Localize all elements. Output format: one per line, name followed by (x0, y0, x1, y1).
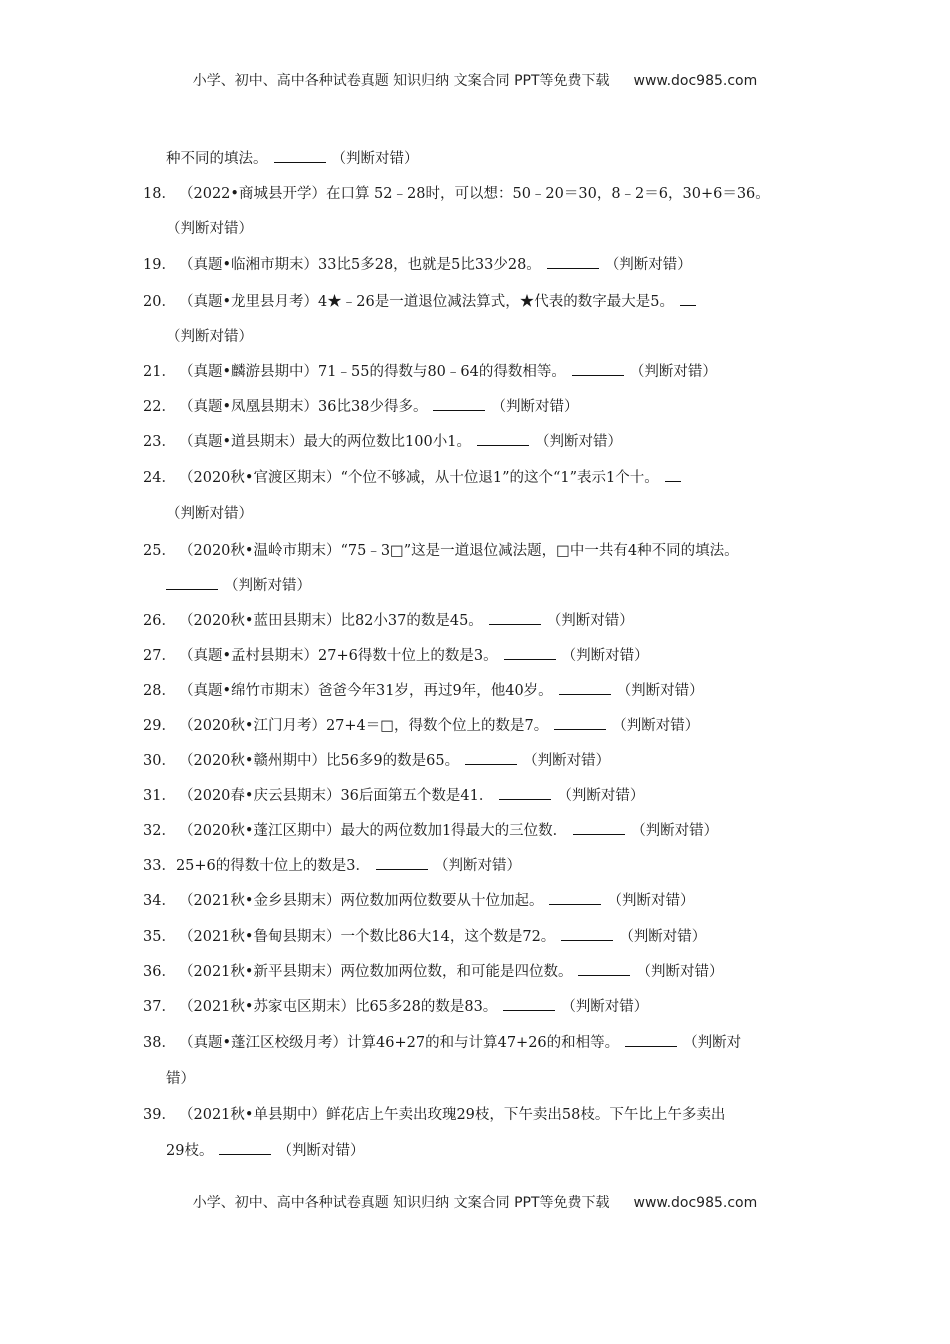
question-33: 33．25+6的得数十位上的数是3． （判断对错） (143, 854, 521, 875)
answer-blank[interactable] (219, 1140, 271, 1155)
question-22: 22． （真题•凤凰县期末）36比38少得多。 （判断对错） (143, 395, 578, 416)
question-35: 35． （2021秋•鲁甸县期末）一个数比86大14，这个数是72。 （判断对错） (143, 925, 706, 946)
answer-blank[interactable] (573, 820, 625, 835)
answer-blank[interactable] (680, 291, 696, 306)
question-39: 39． （2021秋•单县期中）鲜花店上午卖出玫瑰29枝，下午卖出58枝。下午比上午多卖出 (143, 1107, 726, 1123)
answer-blank[interactable] (503, 996, 555, 1011)
question-24-suffix: （判断对错） (166, 506, 253, 522)
answer-blank[interactable] (625, 1032, 677, 1047)
question-21: 21． （真题•麟游县期中）71﹣55的得数与80﹣64的得数相等。 （判断对错） (143, 360, 717, 381)
question-20: 20． （真题•龙里县月考）4★﹣26是一道退位减法算式，★代表的数字最大是5。 (143, 290, 702, 311)
answer-blank[interactable] (561, 926, 613, 941)
answer-blank[interactable] (572, 361, 624, 376)
question-25: 25． （2020秋•温岭市期末）“75﹣3□”这是一道退位减法题，□中一共有4种不同的填法。 (143, 543, 739, 559)
question-24: 24． （2020秋•官渡区期末）“个位不够减，从十位退1”的这个“1”表示1个十。 (143, 466, 687, 487)
question-30: 30． （2020秋•赣州期中）比56多9的数是65。 （判断对错） (143, 749, 610, 770)
question-19: 19． （真题•临湘市期末）33比5多28，也就是5比33少28。 （判断对错） (143, 253, 692, 274)
answer-blank[interactable] (433, 396, 485, 411)
question-32: 32． （2020秋•蓬江区期中）最大的两位数加1得最大的三位数． （判断对错） (143, 819, 718, 840)
question-27: 27． （真题•孟村县期末）27+6得数十位上的数是3。 （判断对错） (143, 644, 649, 665)
question-18: 18． （2022•商城县开学）在口算 52﹣28时，可以想：50﹣20＝30，8﹣2＝6，30+6＝36。 (143, 186, 770, 202)
answer-blank[interactable] (477, 431, 529, 446)
footer-site: www.doc985.com (633, 1195, 758, 1211)
answer-blank[interactable] (465, 750, 517, 765)
question-25-suffix: （判断对错） (166, 574, 311, 595)
answer-blank[interactable] (549, 890, 601, 905)
answer-blank[interactable] (547, 254, 599, 269)
answer-blank[interactable] (554, 715, 606, 730)
question-28: 28． （真题•绵竹市期末）爸爸今年31岁，再过9年，他40岁。 （判断对错） (143, 679, 704, 700)
footer-title: 小学、初中、高中各种试卷真题 知识归纳 文案合同 PPT等免费下载 (192, 1195, 610, 1211)
answer-blank[interactable] (274, 148, 326, 163)
header-site: www.doc985.com (633, 73, 758, 89)
answer-blank[interactable] (166, 575, 218, 590)
question-23: 23． （真题•道县期末）最大的两位数比100小1。 （判断对错） (143, 430, 622, 451)
header-title: 小学、初中、高中各种试卷真题 知识归纳 文案合同 PPT等免费下载 (192, 73, 610, 89)
answer-blank[interactable] (665, 467, 681, 482)
question-38: 38． （真题•蓬江区校级月考）计算46+27的和与计算47+26的和相等。 （判断对 (143, 1031, 741, 1052)
answer-blank[interactable] (504, 645, 556, 660)
question-39-suffix: 29枝。 （判断对错） (166, 1139, 364, 1160)
answer-blank[interactable] (559, 680, 611, 695)
question-20-suffix: （判断对错） (166, 329, 253, 345)
q17-continuation: 种不同的填法。 （判断对错） (166, 147, 419, 168)
question-37: 37． （2021秋•苏家屯区期末）比65多28的数是83。 （判断对错） (143, 995, 648, 1016)
answer-blank[interactable] (376, 855, 428, 870)
question-31: 31． （2020春•庆云县期末）36后面第五个数是41． （判断对错） (143, 784, 644, 805)
question-34: 34． （2021秋•金乡县期末）两位数加两位数要从十位加起。 （判断对错） (143, 889, 694, 910)
answer-blank[interactable] (489, 610, 541, 625)
question-36: 36． （2021秋•新平县期末）两位数加两位数，和可能是四位数。 （判断对错） (143, 960, 723, 981)
page-header (0, 70, 950, 90)
answer-blank[interactable] (578, 961, 630, 976)
question-18-suffix: （判断对错） (166, 221, 253, 237)
question-38-suffix: 错） (166, 1071, 195, 1087)
page-footer (0, 1192, 950, 1212)
answer-blank[interactable] (499, 785, 551, 800)
question-26: 26． （2020秋•蓝田县期末）比82小37的数是45。 （判断对错） (143, 609, 634, 630)
question-29: 29． （2020秋•江门月考）27+4＝□，得数个位上的数是7。 （判断对错） (143, 714, 699, 735)
